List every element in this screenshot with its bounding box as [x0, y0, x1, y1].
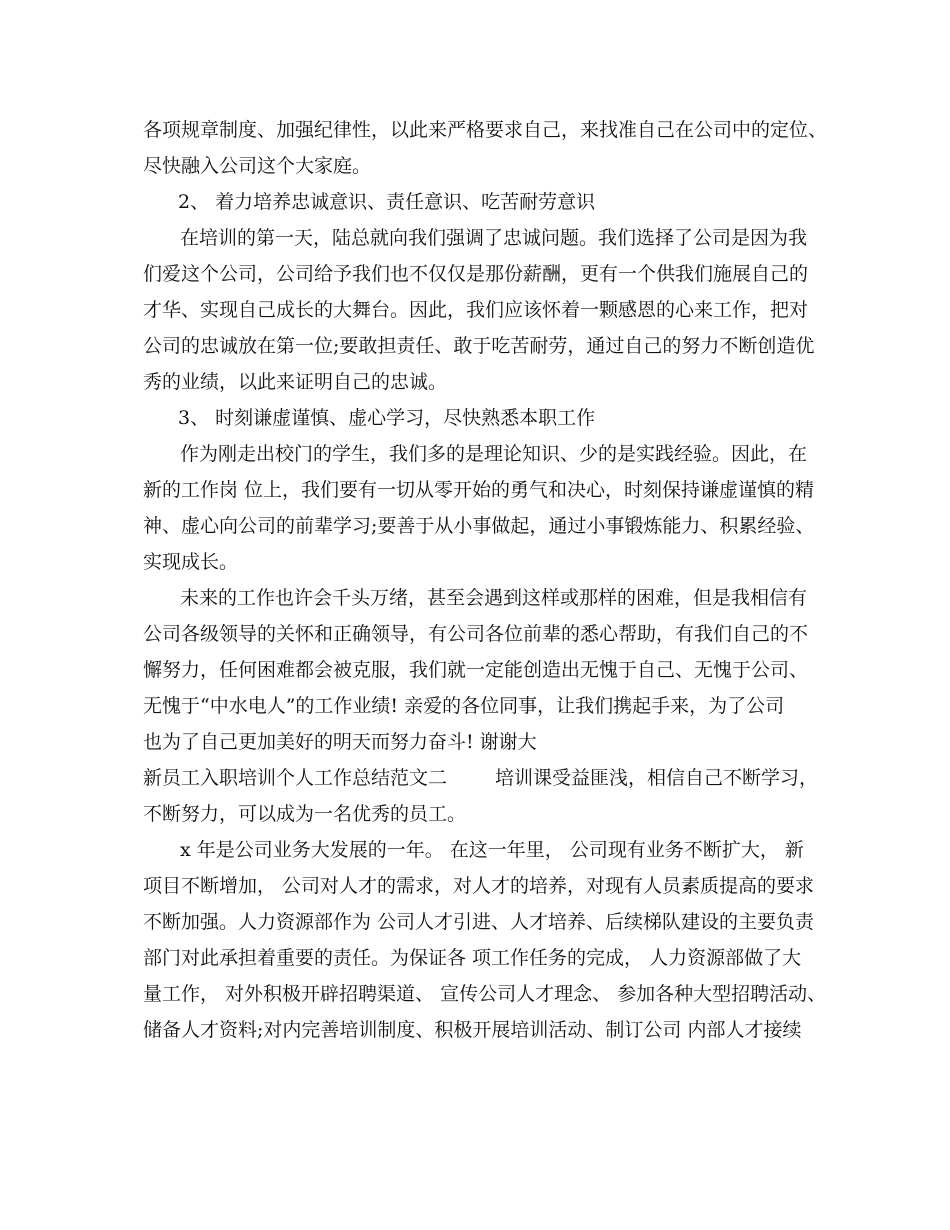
paragraph-line: 新的工作岗 位上，我们要有一切从零开始的勇气和决心，时刻保持谦虚谨慎的精	[143, 479, 815, 501]
paragraph-line: 们爱这个公司，公司给予我们也不仅仅是那份薪酬，更有一个供我们施展自己的	[143, 263, 809, 285]
section-heading: 3、 时刻谦虚谨慎、虚心学习，尽快熟悉本职工作	[178, 407, 596, 429]
paragraph-line: 懈努力，任何困难都会被克服，我们就一定能创造出无愧于自己、无愧于公司、	[143, 659, 809, 681]
paragraph-line: 尽快融入公司这个大家庭。	[143, 155, 372, 177]
paragraph-line: 神、虚心向公司的前辈学习;要善于从小事做起，通过小事锻炼能力、积累经验、	[143, 515, 815, 537]
paragraph-line: 在培训的第一天，陆总就向我们强调了忠诚问题。我们选择了公司是因为我	[180, 227, 808, 249]
paragraph-line: 实现成长。	[143, 551, 239, 573]
paragraph-line: 才华、实现自己成长的大舞台。因此，我们应该怀着一颗感恩的心来工作，把对	[143, 299, 809, 321]
paragraph-line	[143, 760, 818, 796]
paragraph-line: 未来的工作也许会千头万绪，甚至会遇到这样或那样的困难，但是我相信有	[180, 587, 808, 609]
paragraph-line: 作为刚走出校门的学生，我们多的是理论知识、少的是实践经验。因此，在	[180, 443, 808, 465]
paragraph-line: 各项规章制度、加强纪律性，以此来严格要求自己，来找准自己在公司中的定位、	[143, 119, 828, 141]
paragraph-line: 公司各级领导的关怀和正确领导，有公司各位前辈的悉心帮助，有我们自己的不	[143, 623, 809, 645]
paragraph-line: 不断加强。人力资源部作为 公司人才引进、人才培养、后续梯队建设的主要负责	[143, 911, 815, 933]
paragraph-line: 量工作， 对外积极开辟招聘渠道、 宣传公司人才理念、 参加各种大型招聘活动、	[143, 983, 827, 1005]
paragraph-line: 秀的业绩，以此来证明自己的忠诚。	[143, 371, 448, 393]
section-heading: 2、 着力培养忠诚意识、责任意识、吃苦耐劳意识	[178, 191, 596, 213]
paragraph-line: x 年是公司业务大发展的一年。 在这一年里， 公司现有业务不断扩大， 新	[180, 839, 804, 861]
inline-text: 培训课受益匪浅，相信自己不断学习，	[495, 767, 819, 789]
paragraph-line: 部门对此承担着重要的责任。为保证各 项工作任务的完成， 人力资源部做了大	[143, 947, 802, 969]
paragraph-line: 不断努力，可以成为一名优秀的员工。	[143, 803, 467, 825]
document-subtitle: 新员工入职培训个人工作总结范文二	[143, 767, 448, 789]
paragraph-line: 也为了自己更加美好的明天而努力奋斗! 谢谢大	[143, 731, 537, 753]
paragraph-line: 储备人才资料;对内完善培训制度、积极开展培训活动、制订公司 内部人才接续	[143, 1019, 802, 1041]
paragraph-line: 无愧于“中水电人”的工作业绩! 亲爱的各位同事，让我们携起手来，为了公司	[143, 695, 785, 717]
paragraph-line: 公司的忠诚放在第一位;要敢担责任、敢于吃苦耐劳，通过自己的努力不断创造优	[143, 335, 815, 357]
paragraph-line: 项目不断增加， 公司对人才的需求，对人才的培养，对现有人员素质提高的要求	[143, 875, 815, 897]
